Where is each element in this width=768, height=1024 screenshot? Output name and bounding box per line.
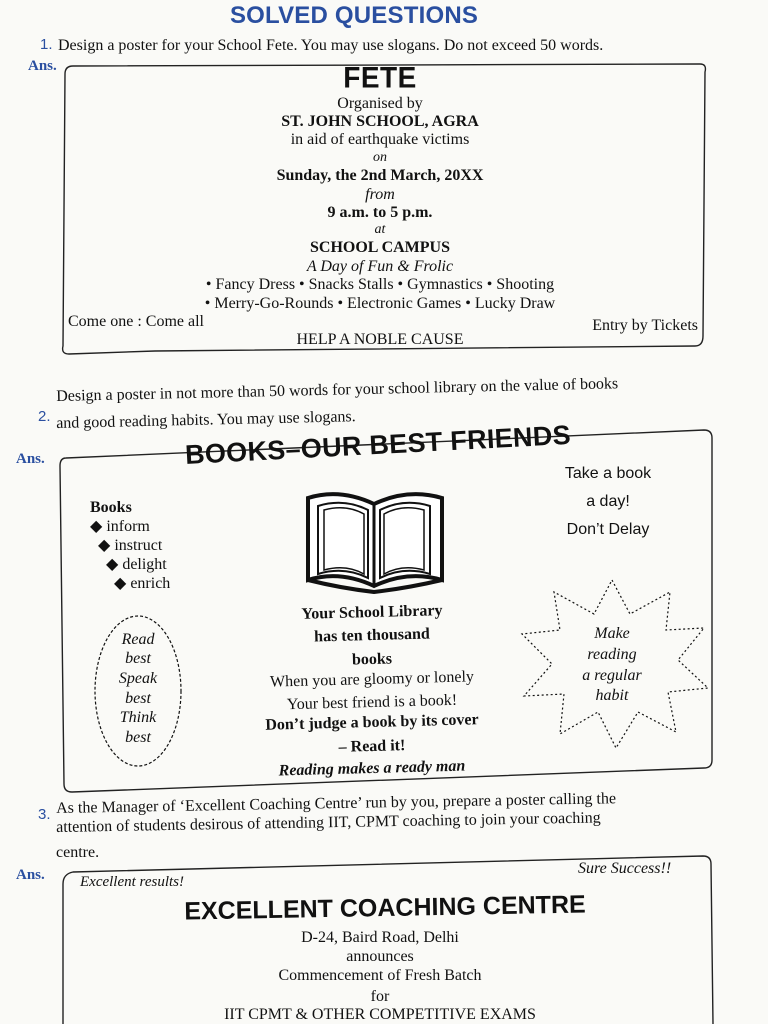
question-2-text-line-1: Design a poster in not more than 50 words for your school library on the value of books [56,375,619,405]
poster-3-address: D-24, Baird Road, Delhi [301,929,459,946]
poster-1-organised-by: Organised by [337,95,423,112]
star-make: Make [594,625,630,642]
poster-3-title: EXCELLENT COACHING CENTRE [184,890,586,926]
oval-speak: Speak [118,670,158,687]
poster-2-best-friend: Your best friend is a book! [286,691,458,714]
poster-1-venue: SCHOOL CAMPUS [309,239,450,256]
oval-read: Read [121,631,155,648]
page-heading: SOLVED QUESTIONS [229,2,479,29]
poster-1-events-line-2: • Merry-Go-Rounds • Electronic Games • Lucky Draw [204,295,556,312]
poster-1-date: Sunday, the 2nd March, 20XX [276,167,484,184]
poster-2-books-item-2: ◆ instruct [98,537,163,554]
answer-1-label: Ans. [28,58,57,74]
question-2-number: 2. [38,408,51,425]
poster-1-school: ST. JOHN SCHOOL, AGRA [281,113,479,130]
answer-3-label: Ans. [16,867,45,883]
question-3-number: 3. [38,806,51,823]
poster-3-announces: announces [346,948,414,965]
poster-1-left-note: Come one : Come all [68,313,204,330]
poster-3-for: for [370,988,390,1005]
poster-2-gloomy: When you are gloomy or lonely [269,668,475,691]
star-reading: reading [587,646,637,663]
poster-1-on: on [373,150,387,165]
open-book-icon [300,488,450,596]
question-3-text-line-2: attention of students desirous of attending IIT, CPMT coaching to join your coaching [56,809,601,836]
poster-2-books-item-3: ◆ delight [106,556,167,573]
poster-1-cause: in aid of earthquake victims [290,131,470,148]
question-3-text-line-1: As the Manager of ‘Excellent Coaching Centre’ run by you, prepare a poster calling the [56,790,617,817]
poster-1-footer: HELP A NOBLE CAUSE [296,331,464,348]
poster-2-library-line-3: books [351,650,393,669]
poster-1-at: at [374,222,386,237]
poster-2-books-item-1: ◆ inform [90,518,150,535]
oval-best-3: best [125,729,151,746]
poster-2-books-item-4: ◆ enrich [114,575,171,592]
poster-2-library-line-1: Your School Library [301,602,443,623]
poster-3-right-slogan: Sure Success!! [578,860,672,877]
poster-1-time: 9 a.m. to 5 p.m. [327,204,433,221]
poster-3-exams: IIT CPMT & OTHER COMPETITIVE EXAMS [224,1006,536,1023]
poster-3-left-slogan: Excellent results! [80,874,184,890]
poster-2-take-a-book: Take a book [564,465,652,482]
question-1-number: 1. [40,36,53,53]
poster-2-dont-judge: Don’t judge a book by its cover [265,711,479,734]
poster-2-dont-delay: Don’t Delay [566,521,650,538]
poster-3-commencement: Commencement of Fresh Batch [278,967,482,984]
answer-2-label: Ans. [16,451,45,467]
poster-2-a-day: a day! [586,493,630,510]
poster-1-events-line-1: • Fancy Dress • Snacks Stalls • Gymnastics • Shooting [205,276,555,293]
poster-1-title: FETE [343,61,417,94]
question-3-text-line-3: centre. [56,844,100,861]
oval-best-1: best [125,650,151,667]
poster-1-right-note: Entry by Tickets [592,317,698,334]
oval-think: Think [119,709,157,726]
poster-2-books-heading: Books [90,499,132,516]
star-habit: habit [595,687,629,704]
poster-2-ready-man: Reading makes a ready man [278,757,466,780]
poster-2-title: BOOKS–OUR BEST FRIENDS [184,419,572,471]
poster-1-tagline: A Day of Fun & Frolic [306,258,454,275]
star-a-regular: a regular [582,667,642,684]
poster-2-library-line-2: has ten thousand [313,625,430,646]
poster-1-from: from [365,186,395,203]
oval-best-2: best [125,690,151,707]
poster-2-read-it: – Read it! [338,737,406,756]
question-2-text-line-2: and good reading habits. You may use slogans. [56,408,356,432]
question-1-text: Design a poster for your School Fete. You may use slogans. Do not exceed 50 words. [58,37,604,54]
